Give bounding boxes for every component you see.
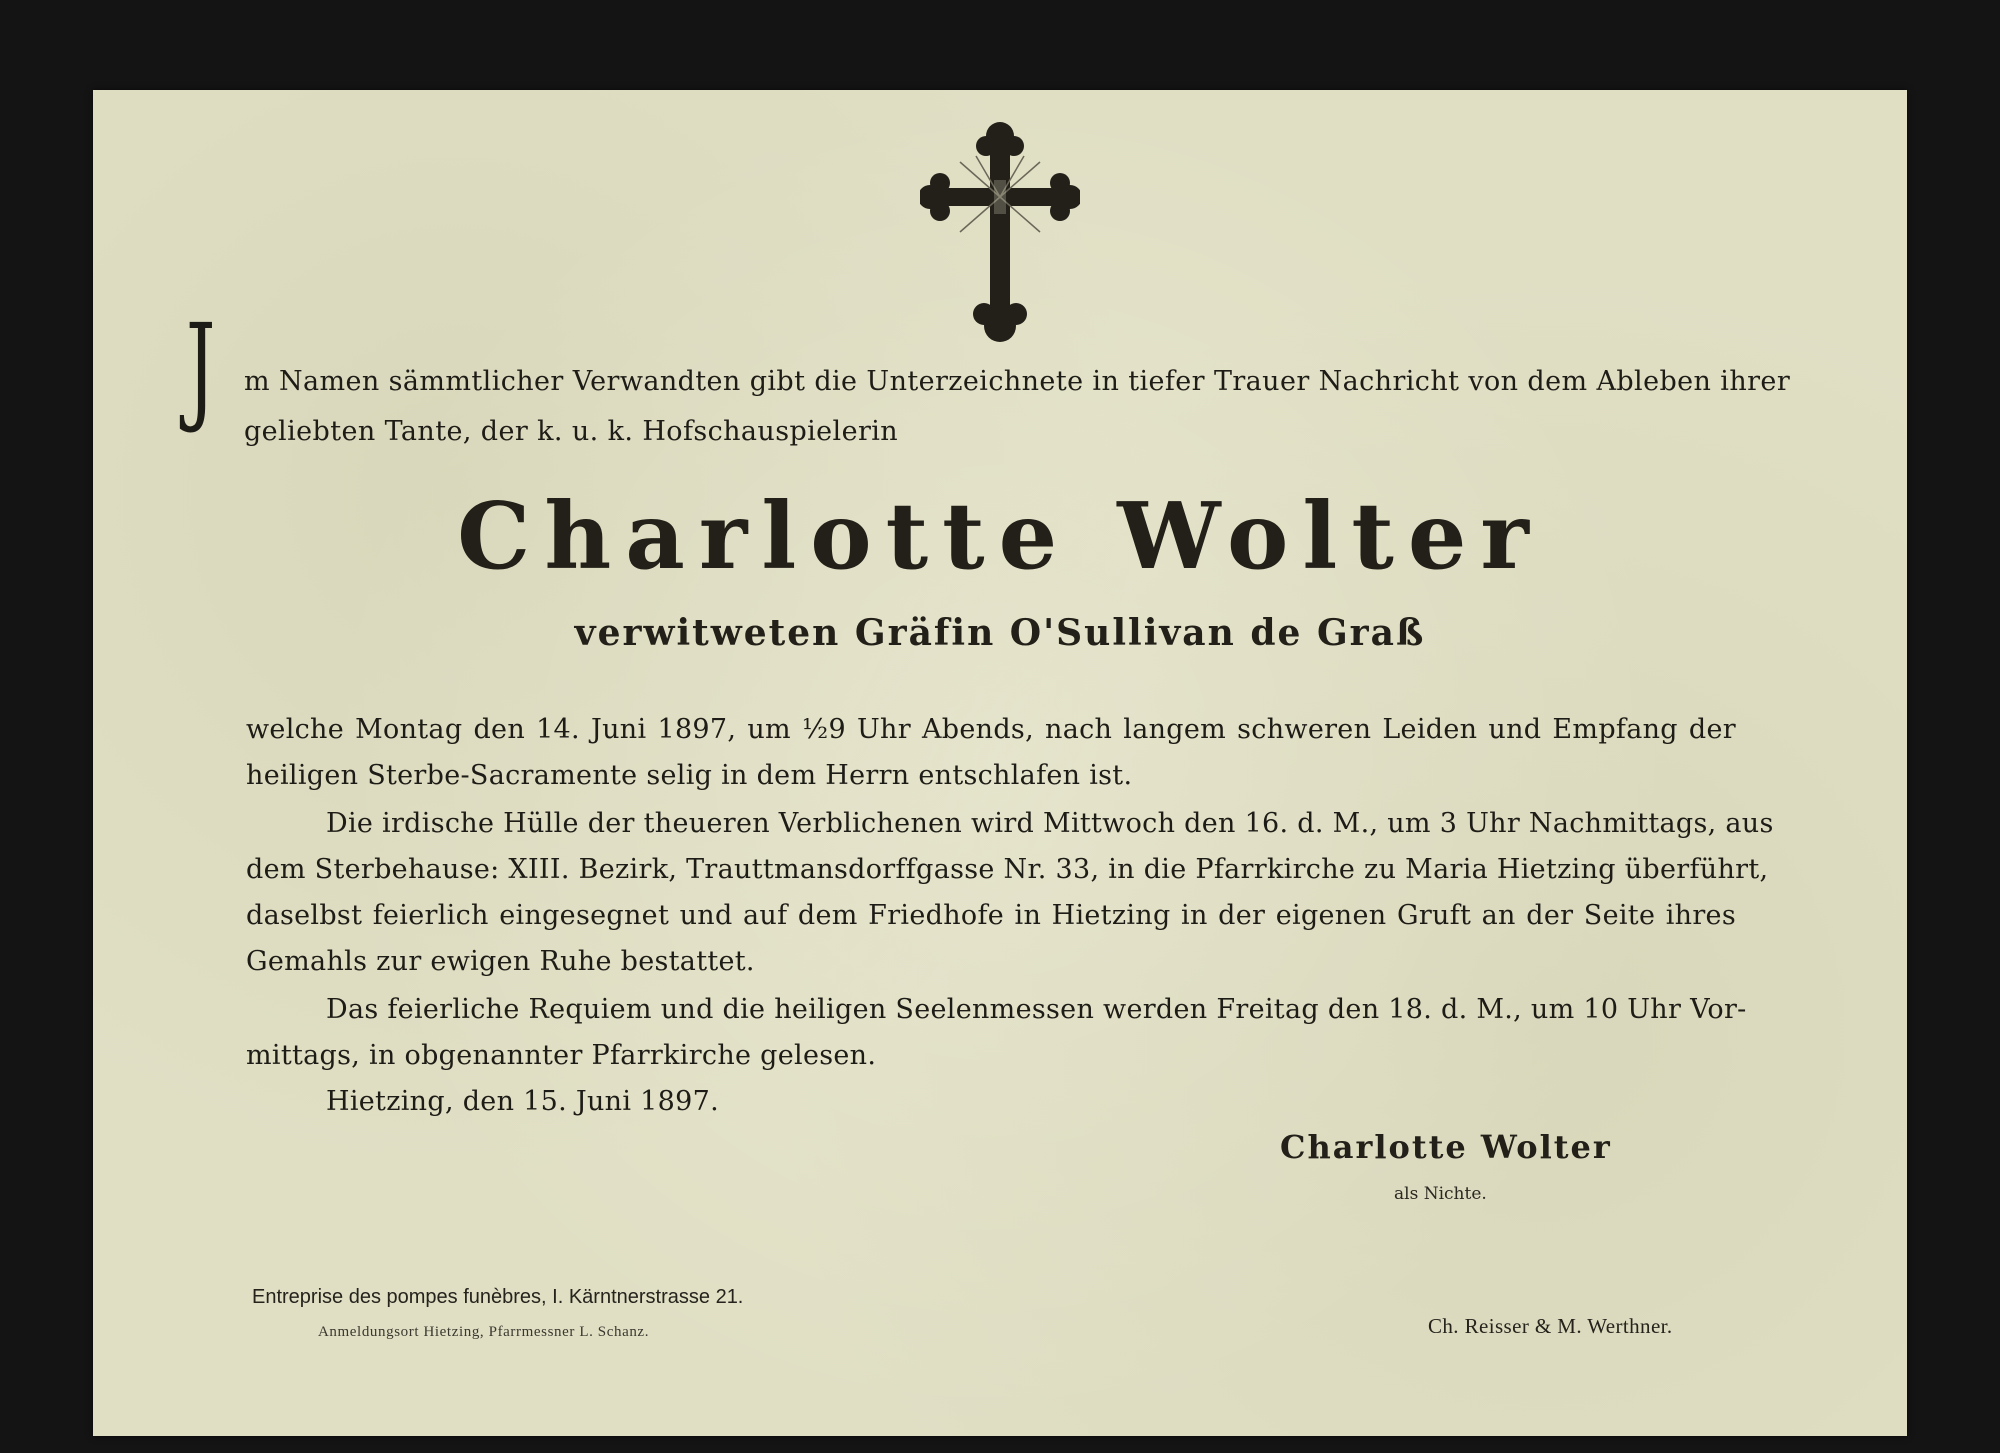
body-line: mittags, in obgenannter Pfarrkirche gelesen. [246, 1040, 877, 1071]
body-line: Die irdische Hülle der theueren Verblichenen wird Mittwoch den 16. d. M., um 3 Uhr Nachmittags, aus [326, 808, 1774, 839]
signature-name: Charlotte Wolter [1280, 1128, 1612, 1166]
body-line: dem Sterbehause: XIII. Bezirk, Trauttmansdorffgasse Nr. 33, in die Pfarrkirche zu Maria Hietzing überführt, [246, 854, 1769, 885]
body-line: heiligen Sterbe-Sacramente selig in dem Herrn entschlafen ist. [246, 760, 1133, 791]
place-date: Hietzing, den 15. Juni 1897. [326, 1086, 719, 1117]
deceased-title: verwitweten Gräfin O'Sullivan de Graß [574, 612, 1426, 654]
footer-printer: Ch. Reisser & M. Werthner. [1428, 1314, 1673, 1338]
body-line: daselbst feierlich eingesegnet und auf dem Friedhofe in Hietzing in der eigenen Gruft an der Seite ihres [246, 900, 1736, 931]
footer-registration: Anmeldungsort Hietzing, Pfarrmessner L. Schanz. [318, 1324, 650, 1340]
body-line: Gemahls zur ewigen Ruhe bestattet. [246, 946, 755, 977]
footer-undertaker: Entreprise des pompes funèbres, I. Kärntnerstrasse 21. [252, 1286, 744, 1308]
drop-capital: J [186, 298, 216, 436]
deceased-name: Charlotte Wolter [457, 482, 1543, 590]
intro-line-1: m Namen sämmtlicher Verwandten gibt die Unterzeichnete in tiefer Trauer Nachricht von dem Ableben ihrer [244, 366, 1791, 397]
signature-role: als Nichte. [1394, 1184, 1487, 1204]
body-line: welche Montag den 14. Juni 1897, um ½9 Uhr Abends, nach langem schweren Leiden und Empfang der [246, 714, 1736, 745]
intro-line-2: geliebten Tante, der k. u. k. Hofschauspielerin [244, 416, 899, 447]
ornate-cross-icon [920, 122, 1080, 344]
body-line: Das feierliche Requiem und die heiligen Seelenmessen werden Freitag den 18. d. M., um 10 Uhr Vor- [326, 994, 1747, 1025]
